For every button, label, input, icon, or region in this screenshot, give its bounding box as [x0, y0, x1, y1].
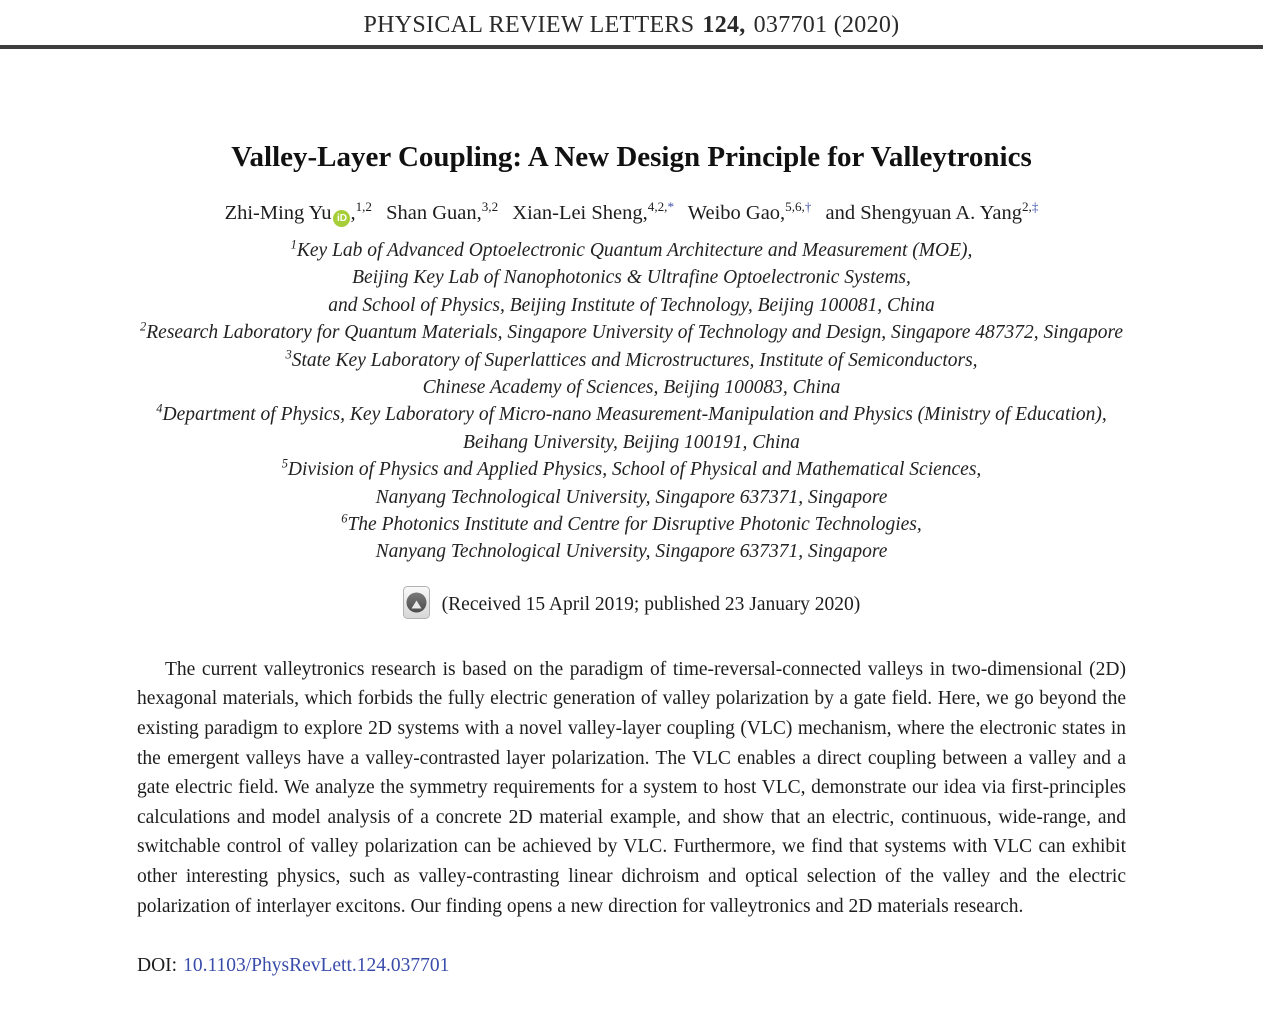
author-name: Zhi-Ming Yu [224, 202, 332, 224]
affiliation-number: 3 [285, 347, 292, 362]
affiliation-number: 4 [156, 401, 163, 416]
author [687, 199, 812, 224]
affiliation-line: $^4$Department of Physics, Key Laboratory of Micro-nano Measurement-Manipulation and Physics (Ministry of Education), [156, 401, 1107, 426]
author-separator: , [476, 202, 482, 224]
author-name: Shan Guan [386, 202, 477, 224]
journal-header [0, 0, 1263, 39]
author [386, 199, 499, 224]
footnote-marker[interactable]: ‡ [1031, 199, 1039, 215]
affiliation-line: $^6$The Photonics Institute and Centre for Disruptive Photonic Technologies, [341, 511, 922, 536]
crossmark-icon[interactable] [403, 586, 430, 625]
affiliation-line: $^2$Research Laboratory for Quantum Materials, Singapore University of Technology and Design, Singapore 487372, Singapore [140, 319, 1123, 344]
affiliation-line: $^3$State Key Laboratory of Superlattices and Microstructures, Institute of Semiconductors, [285, 347, 978, 371]
author-separator: , [350, 202, 356, 224]
author-superscript: 2,‡ [1022, 199, 1039, 215]
affiliation-list [0, 237, 1263, 566]
affiliation-line: Beijing Key Lab of Nanophotonics & Ultrafine Optoelectronic Systems, [352, 267, 911, 289]
footnote-marker[interactable]: † [804, 199, 812, 215]
author [512, 199, 674, 224]
affiliation-number: 5 [281, 456, 288, 471]
affiliation-line: Nanyang Technological University, Singapore 637371, Singapore [375, 486, 888, 508]
header-rule [0, 45, 1263, 49]
affiliation-number: 1 [290, 237, 297, 252]
affiliation-line: Chinese Academy of Sciences, Beijing 100083, China [422, 377, 841, 399]
doi-label: DOI: [137, 955, 178, 977]
affiliation-line: Beihang University, Beijing 100191, China [463, 431, 800, 453]
author-separator: , [642, 202, 648, 224]
author-superscript: 3,2 [481, 199, 499, 215]
author-superscript: 4,2,* [647, 199, 674, 215]
orcid-icon[interactable]: iD [333, 210, 350, 227]
affiliation-line: and School of Physics, Beijing Institute of Technology, Beijing 100081, China [328, 294, 935, 316]
journal-article-number: 037701 (2020) [753, 12, 900, 38]
journal-volume: 124, [702, 12, 746, 38]
author-separator: , [780, 202, 786, 224]
received-text: (Received 15 April 2019; published 23 January 2020) [441, 593, 861, 615]
doi-link[interactable]: 10.1103/PhysRevLett.124.037701 [183, 955, 450, 977]
footnote-marker[interactable]: * [667, 199, 674, 215]
author [224, 199, 372, 224]
abstract-paragraph: The current valleytronics research is based on the paradigm of time-reversal-connected valleys in two-dimensional (2D) hexagonal materials, which forbids the fully electric generation of valley polarization by a gate field. Here, we go beyond the existing paradigm to explore 2D systems with a novel valley-layer coupling (VLC) mechanism, where the electronic states in the emergent valleys have a valley-contrasted layer polarization. The VLC enables a direct coupling between a valley and a gate electric field. We analyze the symmetry requirements for a system to host VLC, demonstrate our idea via first-principles calculations and model analysis of a concrete 2D material example, and show that an electric, continuous, wide-range, and switchable control of valley polarization can be achieved by VLC. Furthermore, we find that systems with VLC can exhibit other interesting physics, such as valley-contrasting linear dichroism and optical selection of the valley and the electric polarization of interlayer excitons. Our finding opens a new direction for valleytronics and 2D materials research. [137, 658, 1126, 917]
author-name: and Shengyuan A. Yang [825, 202, 1022, 224]
affiliation-line: $^1$Key Lab of Advanced Optoelectronic Quantum Architecture and Measurement (MOE), [290, 237, 973, 261]
author [825, 199, 1039, 224]
affiliation-number: 6 [341, 511, 348, 526]
affiliation-number: 2 [140, 319, 147, 334]
received-line [0, 586, 1263, 625]
author-list [0, 199, 1263, 227]
affiliation-line: $^5$Division of Physics and Applied Physics, School of Physical and Mathematical Sciences, [281, 456, 982, 481]
author-name: Weibo Gao [687, 202, 781, 224]
paper-title: Valley-Layer Coupling: A New Design Principle for Valleytronics [231, 141, 1032, 173]
author-superscript: 5,6,† [785, 199, 812, 215]
doi-line [137, 955, 1263, 977]
author-superscript: 1,2 [355, 199, 372, 215]
author-name: Xian-Lei Sheng [512, 202, 643, 224]
journal-name: PHYSICAL REVIEW LETTERS [363, 12, 695, 38]
affiliation-line: Nanyang Technological University, Singapore 637371, Singapore [375, 541, 888, 563]
